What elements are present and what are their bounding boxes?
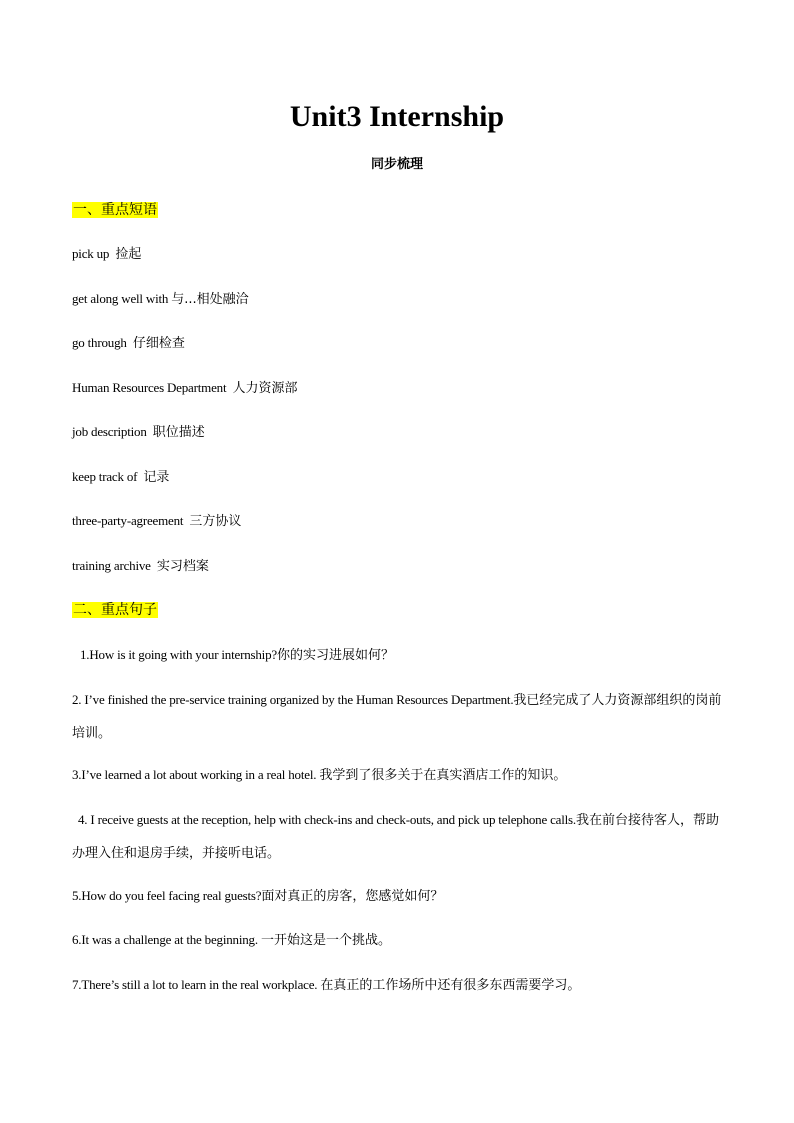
- sentence-en: 6.It was a challenge at the beginning.: [72, 932, 261, 947]
- phrase-item: [72, 378, 732, 399]
- phrase-zh: 人力资源部: [232, 381, 298, 396]
- phrase-zh: 仔细检查: [132, 336, 185, 351]
- sentence-zh: 一开始这是一个挑战。: [260, 933, 391, 948]
- sentence-item: [72, 880, 726, 913]
- sentence-item: [72, 684, 726, 750]
- phrase-item: [72, 244, 732, 265]
- phrase-item: [72, 511, 732, 532]
- sentence-en: 7.There’s still a lot to learn in the real workplace.: [72, 977, 321, 992]
- sentence-zh: 你的实习进展如何？: [276, 648, 394, 663]
- phrase-item: [72, 467, 732, 488]
- phrase-en: training archive: [72, 558, 151, 573]
- sentence-zh: 在真正的工作场所中还有很多东西需要学习。: [320, 978, 581, 993]
- sentence-item: [72, 924, 726, 957]
- sentence-zh: 我学到了很多关于在真实酒店工作的知识。: [319, 768, 567, 783]
- phrase-en: Human Resources Department: [72, 380, 227, 395]
- sentence-en: 4. I receive guests at the reception, help with check-ins and check-outs, and pick up telephone calls.: [78, 812, 576, 827]
- phrase-item: [72, 422, 732, 443]
- document-title: Unit3 Internship: [289, 100, 505, 133]
- document-subtitle: 同步梳理: [370, 157, 423, 172]
- section-heading-phrases: [72, 200, 158, 220]
- sentence-zh: 面对真正的房客，您感觉如何？: [261, 889, 444, 904]
- section-heading-sentences: [72, 600, 158, 620]
- phrase-en: go through: [72, 335, 127, 350]
- phrase-zh: 职位描述: [152, 425, 205, 440]
- sentence-en: 5.How do you feel facing real guests?: [72, 888, 262, 903]
- phrase-item: [72, 556, 732, 577]
- phrase-zh: 与...相处融洽: [171, 292, 249, 307]
- phrase-zh: 实习档案: [156, 559, 209, 574]
- phrase-en: get along well with: [72, 291, 169, 306]
- section-heading-phrases-text: 一、重点短语: [73, 202, 157, 218]
- sentence-zh: 我在前台接待客人，帮助办理入住和退房手续，并接听电话。: [72, 813, 719, 861]
- phrase-item: [72, 333, 732, 354]
- sentence-item: [72, 639, 734, 672]
- phrase-zh: 三方协议: [189, 514, 242, 529]
- phrase-zh: 记录: [143, 470, 170, 485]
- phrase-en: pick up: [72, 246, 110, 261]
- sentence-item: [72, 969, 726, 1002]
- sentence-zh: 我已经完成了人力资源部组织的岗前培训。: [72, 693, 722, 741]
- phrase-item: [72, 289, 732, 310]
- sentence-item: [72, 759, 726, 792]
- sentence-en: 3.I’ve learned a lot about working in a real hotel.: [72, 767, 320, 782]
- sentence-en: 1.How is it going with your internship?: [80, 647, 277, 662]
- phrase-en: job description: [72, 424, 147, 439]
- phrase-en: three-party-agreement: [72, 513, 184, 528]
- sentence-en: 2. I’ve finished the pre-service training organized by the Human Resources Department.: [72, 692, 514, 707]
- phrase-en: keep track of: [72, 469, 138, 484]
- sentence-item: [72, 804, 726, 870]
- section-heading-sentences-text: 二、重点句子: [73, 602, 157, 618]
- phrase-zh: 捡起: [115, 247, 142, 262]
